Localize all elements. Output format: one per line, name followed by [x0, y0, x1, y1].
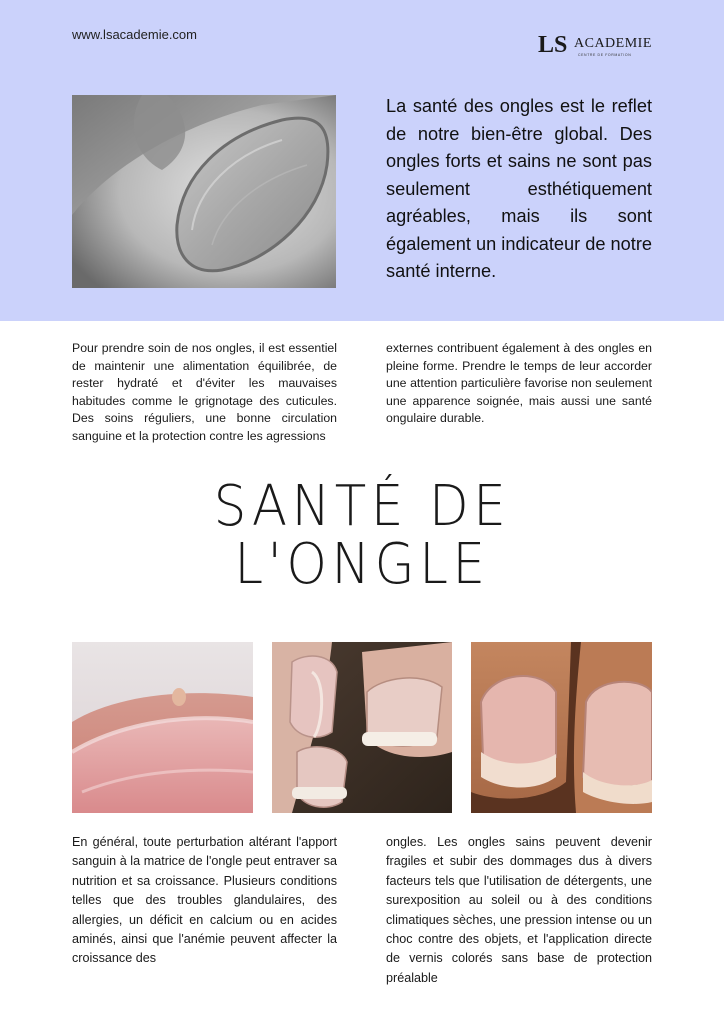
thumb-nail-closeup-photo [72, 95, 336, 288]
logo-mark: LS [538, 32, 568, 58]
cuticle-closeup-photo [72, 642, 253, 813]
section1-left-column: Pour prendre soin de nos ongles, il est essentiel de maintenir une alimentation équilibrée, de rester hydraté et d'éviter les mauvaises habitudes comme le grignotage des cuticules. Des soins réguliers, une bonne circulation sanguine et la protection contre les agressions [72, 341, 337, 443]
section1-right-column: externes contribuent également à des ongles en pleine forme. Prendre le temps de leur accorder une attention particulière favorise non seulement une apparence soignée, mais aussi une santé ongulaire durable. [386, 341, 652, 425]
nail-beds-photo [471, 642, 652, 813]
intro-paragraph: La santé des ongles est le reflet de notre bien-être global. Des ongles forts et sains ne sont pas seulement esthétiquement agréables, mais ils sont également un indicateur de notre santé interne. [386, 96, 652, 281]
title-line-1: SANTÉ DE [213, 474, 511, 539]
fingernails-hand-photo [272, 642, 452, 813]
section2-right-column: ongles. Les ongles sains peuvent devenir fragiles et subir des dommages dus à divers facteurs tels que l'utilisation de détergents, une surexposition au soleil ou à des conditions climatiques sèches, une pression intense ou un choc contre des objets, et l'application directe de vernis colorés sans base de protection préalable [386, 835, 652, 985]
logo-name: ACADEMIE [574, 36, 652, 51]
logo-tagline: CENTRE DE FORMATION [578, 53, 632, 57]
brand-logo [538, 32, 658, 62]
title-line-2: L'ONGLE [234, 532, 490, 597]
website-url[interactable]: www.lsacademie.com [72, 27, 197, 42]
section2-left-column: En général, toute perturbation altérant l'apport sanguin à la matrice de l'ongle peut entraver sa nutrition et sa croissance. Plusieurs conditions telles que des troubles glandulaires, des allergies, un déficit en calcium ou en acides aminés, ainsi que l'anémie peuvent affecter la croissance des [72, 835, 337, 966]
page-title [29, 474, 695, 597]
